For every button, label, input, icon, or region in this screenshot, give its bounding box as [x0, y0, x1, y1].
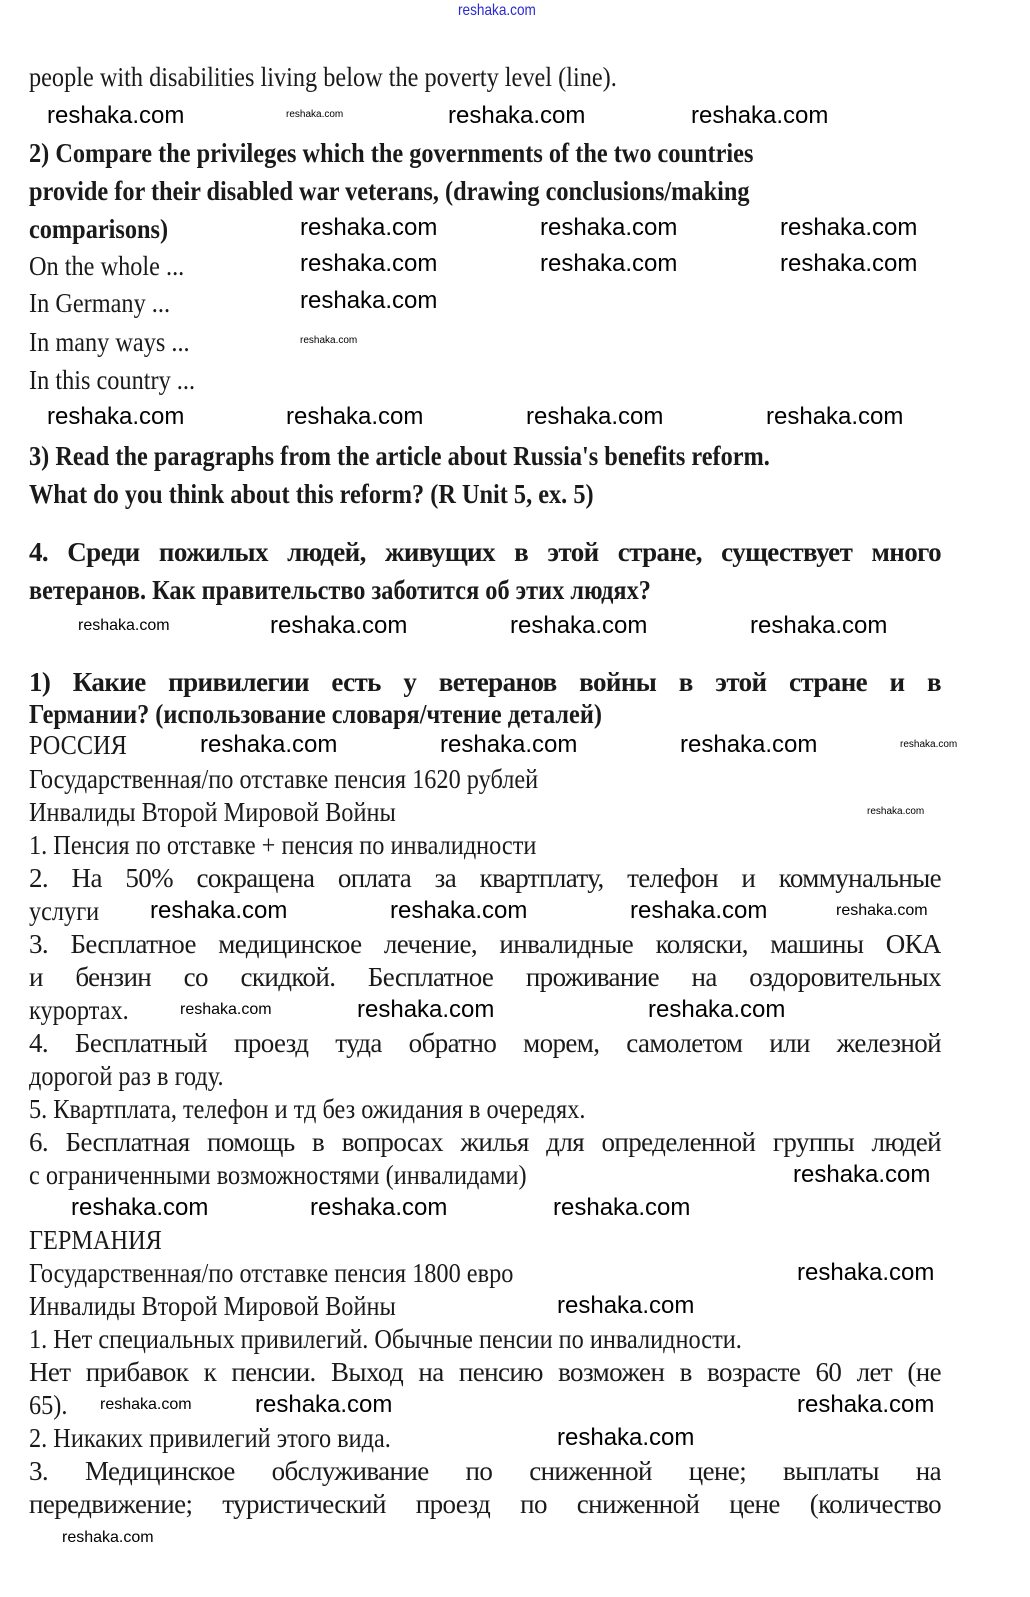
phrase-starter: On the whole ... [29, 251, 185, 281]
section-heading-russia: РОССИЯ [29, 730, 127, 760]
question-heading: 1) Какие привилегии есть у ветеранов войны в этой стране и в [29, 667, 941, 697]
watermark: reshaka.com [180, 1001, 272, 1018]
list-item: услуги [29, 896, 100, 926]
list-item: с ограниченными возможностями (инвалидами) [29, 1160, 527, 1190]
watermark: reshaka.com [78, 617, 170, 634]
phrase-starter: In Germany ... [29, 288, 171, 318]
question-heading: 3) Read the paragraphs from the article about Russia's benefits reform. [29, 441, 770, 471]
list-item: 6. Бесплатная помощь в вопросах жилья для определенной группы людей [29, 1127, 941, 1157]
watermark: reshaka.com [867, 806, 925, 817]
list-item: 1. Пенсия по отставке + пенсия по инвалидности [29, 830, 537, 860]
list-item: и бензин со скидкой. Бесплатное проживание на оздоровительных [29, 962, 941, 992]
watermark: reshaka.com [47, 403, 185, 430]
list-item: 5. Квартплата, телефон и тд без ожидания в очередях. [29, 1094, 586, 1124]
watermark: reshaka.com [255, 1391, 393, 1418]
watermark: reshaka.com [540, 250, 678, 277]
watermark: reshaka.com [526, 403, 664, 430]
watermark: reshaka.com [300, 335, 358, 346]
watermark: reshaka.com [47, 102, 185, 129]
watermark: reshaka.com [553, 1194, 691, 1221]
watermark: reshaka.com [557, 1424, 695, 1451]
watermark: reshaka.com [62, 1529, 154, 1546]
list-item: 1. Нет специальных привилегий. Обычные пенсии по инвалидности. [29, 1324, 742, 1354]
watermark: reshaka.com [448, 102, 586, 129]
text-line: Государственная/по отставке пенсия 1800 евро [29, 1258, 514, 1288]
site-logo: reshaka.com [458, 2, 536, 19]
list-item: 65). [29, 1390, 68, 1420]
watermark: reshaka.com [270, 612, 408, 639]
watermark: reshaka.com [836, 902, 928, 919]
watermark: reshaka.com [780, 250, 918, 277]
section-heading-germany: ГЕРМАНИЯ [29, 1225, 162, 1255]
watermark: reshaka.com [900, 739, 958, 750]
watermark: reshaka.com [100, 1396, 192, 1413]
text-line: Инвалиды Второй Мировой Войны [29, 797, 396, 827]
watermark: reshaka.com [750, 612, 888, 639]
watermark: reshaka.com [300, 214, 438, 241]
text-line: Государственная/по отставке пенсия 1620 рублей [29, 764, 539, 794]
list-item: 3. Бесплатное медицинское лечение, инвалидные коляски, машины ОКА [29, 929, 941, 959]
watermark: reshaka.com [680, 731, 818, 758]
watermark: reshaka.com [286, 109, 344, 120]
question-heading: Германии? (использование словаря/чтение деталей) [29, 699, 602, 729]
watermark: reshaka.com [780, 214, 918, 241]
watermark: reshaka.com [310, 1194, 448, 1221]
watermark: reshaka.com [300, 250, 438, 277]
watermark: reshaka.com [793, 1161, 931, 1188]
list-item: 3. Медицинское обслуживание по сниженной цене; выплаты на [29, 1456, 941, 1486]
watermark: reshaka.com [71, 1194, 209, 1221]
text-line: Инвалиды Второй Мировой Войны [29, 1291, 396, 1321]
question-heading: What do you think about this reform? (R Unit 5, ex. 5) [29, 479, 594, 509]
watermark: reshaka.com [286, 403, 424, 430]
list-item: 2. Никаких привилегий этого вида. [29, 1423, 391, 1453]
watermark: reshaka.com [557, 1292, 695, 1319]
watermark: reshaka.com [510, 612, 648, 639]
question-heading: 4. Среди пожилых людей, живущих в этой стране, существует много [29, 537, 941, 567]
watermark: reshaka.com [630, 897, 768, 924]
phrase-starter: In many ways ... [29, 327, 190, 357]
list-item: дорогой раз в году. [29, 1061, 224, 1091]
watermark: reshaka.com [150, 897, 288, 924]
text-line: people with disabilities living below the poverty level (line). [29, 62, 617, 92]
list-item: передвижение; туристический проезд по сниженной цене (количество [29, 1489, 941, 1519]
question-heading: ветеранов. Как правительство заботится об этих людях? [29, 575, 651, 605]
watermark: reshaka.com [797, 1391, 935, 1418]
watermark: reshaka.com [390, 897, 528, 924]
watermark: reshaka.com [357, 996, 495, 1023]
watermark: reshaka.com [691, 102, 829, 129]
list-item: курортах. [29, 995, 129, 1025]
watermark: reshaka.com [200, 731, 338, 758]
watermark: reshaka.com [797, 1259, 935, 1286]
watermark: reshaka.com [648, 996, 786, 1023]
list-item: Нет прибавок к пенсии. Выход на пенсию возможен в возрасте 60 лет (не [29, 1357, 941, 1387]
watermark: reshaka.com [766, 403, 904, 430]
phrase-starter: In this country ... [29, 365, 196, 395]
question-heading: provide for their disabled war veterans, (drawing conclusions/making [29, 176, 750, 206]
list-item: 2. На 50% сокращена оплата за квартплату, телефон и коммунальные [29, 863, 941, 893]
watermark: reshaka.com [300, 287, 438, 314]
question-heading: comparisons) [29, 214, 169, 244]
watermark: reshaka.com [440, 731, 578, 758]
watermark: reshaka.com [540, 214, 678, 241]
list-item: 4. Бесплатный проезд туда обратно морем, самолетом или железной [29, 1028, 941, 1058]
question-heading: 2) Compare the privileges which the governments of the two countries [29, 138, 754, 168]
